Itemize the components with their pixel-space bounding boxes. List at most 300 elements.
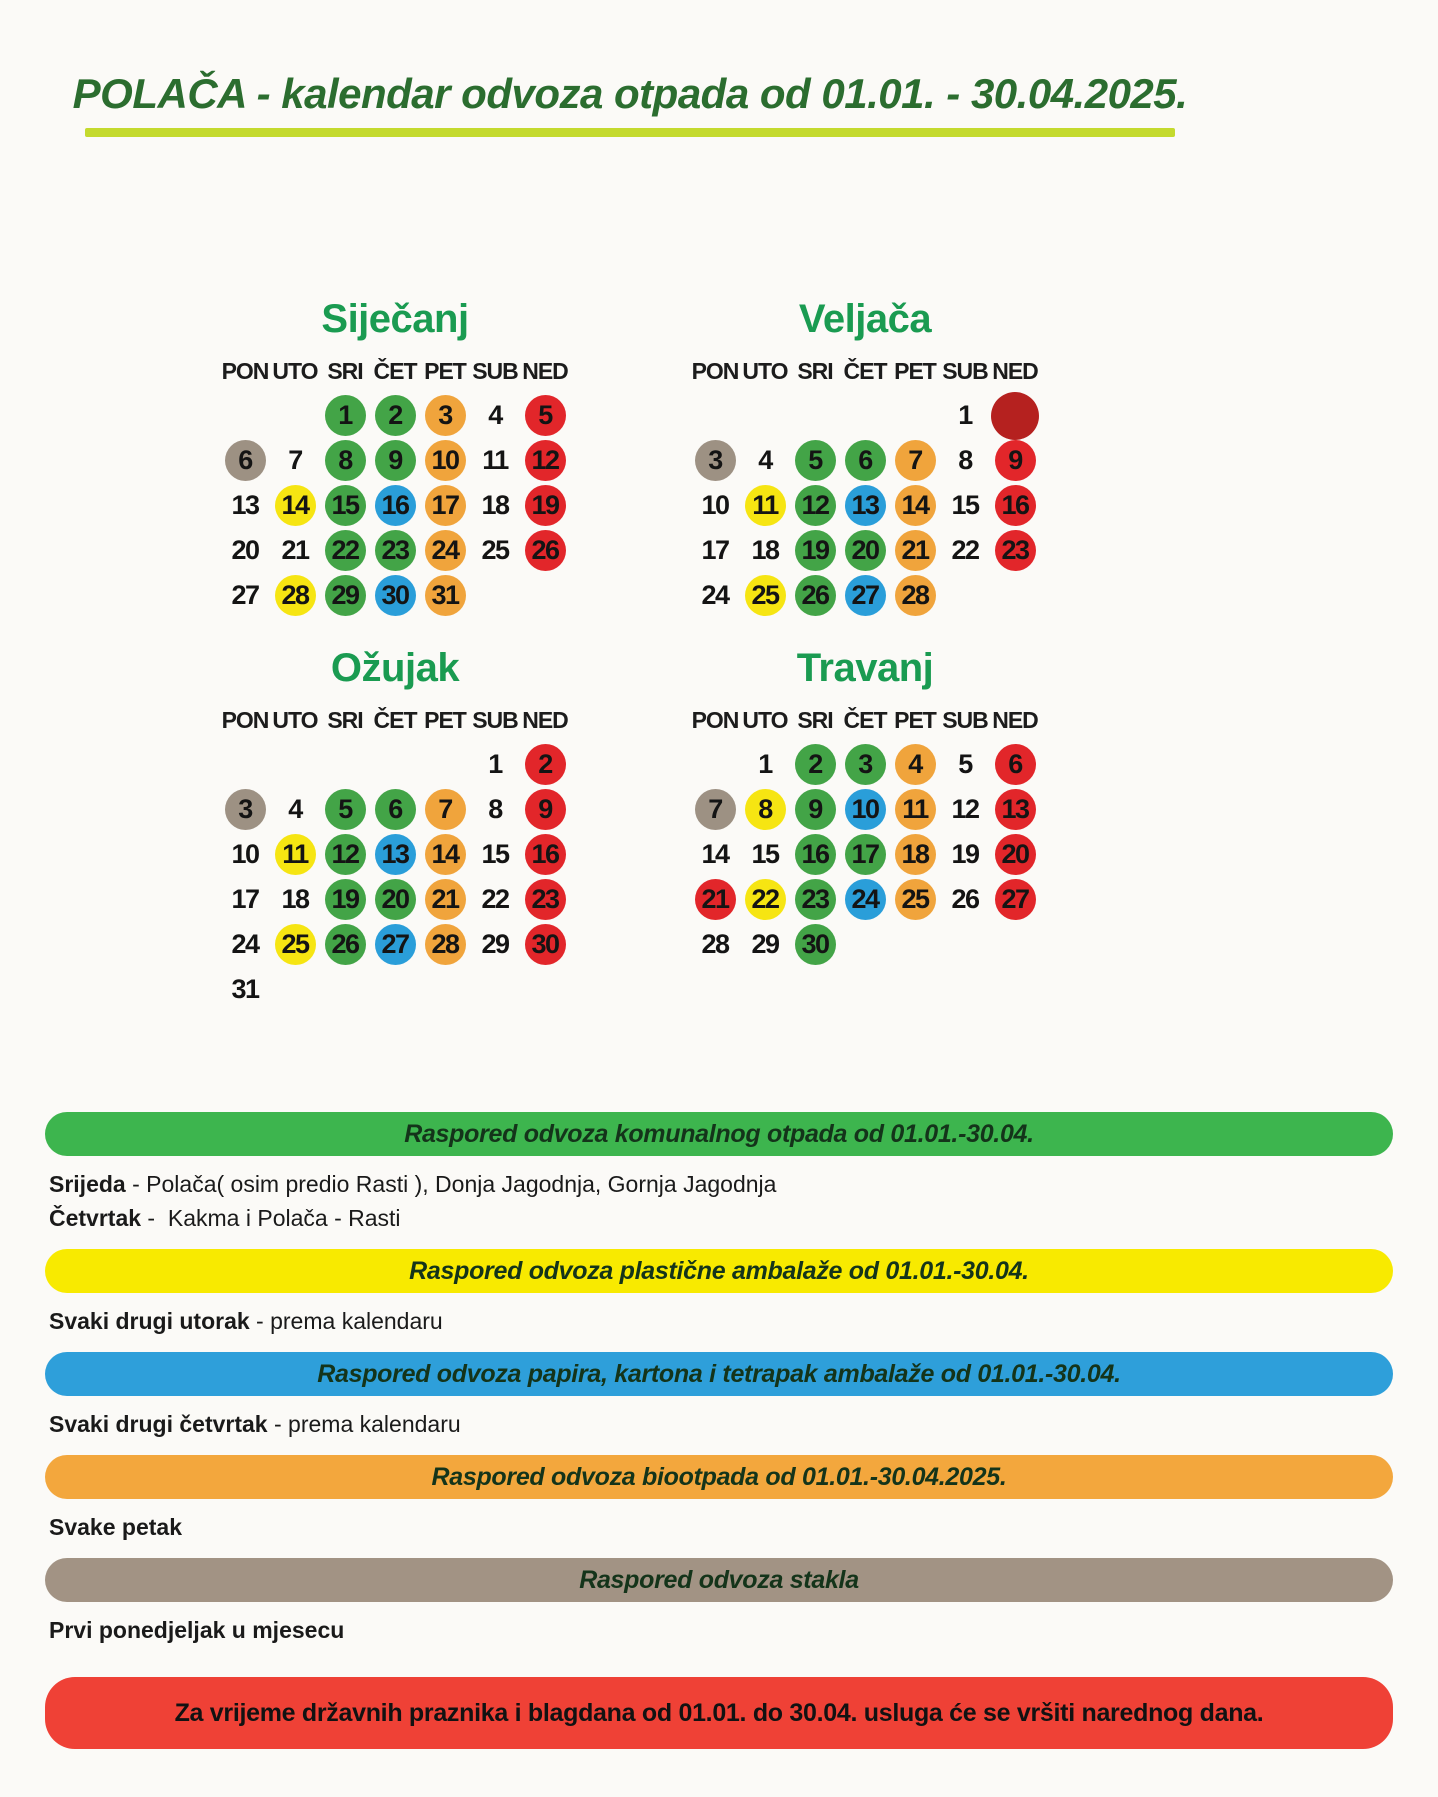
day-circle	[375, 440, 416, 481]
day-number: 28	[701, 929, 729, 959]
day-cell	[890, 787, 940, 832]
empty-cell	[220, 393, 270, 438]
day-number: 6	[388, 794, 402, 824]
day-number: 31	[231, 974, 259, 1004]
day-cell	[370, 483, 420, 528]
day-circle	[995, 744, 1036, 785]
day-circle	[845, 440, 886, 481]
day-cell	[790, 742, 840, 787]
day-number: 23	[381, 535, 409, 565]
day-circle	[325, 575, 366, 616]
day-circle	[795, 834, 836, 875]
day-cell	[690, 787, 740, 832]
month-title: Siječanj	[321, 297, 469, 341]
day-number: 15	[951, 490, 979, 520]
weekday-label: PON	[691, 707, 739, 733]
empty-cell	[270, 393, 320, 438]
day-number: 2	[388, 400, 402, 430]
legend-section	[45, 1112, 1393, 1661]
day-number: 9	[808, 794, 822, 824]
day-number: 29	[481, 929, 509, 959]
day-cell	[990, 483, 1040, 528]
day-circle	[795, 575, 836, 616]
month-title: Travanj	[796, 646, 934, 690]
weekday-label: SRI	[327, 358, 363, 384]
day-cell	[790, 438, 840, 483]
day-number: 18	[481, 490, 509, 520]
weekday-label: PON	[691, 358, 739, 384]
day-circle	[525, 879, 566, 920]
day-circle	[275, 575, 316, 616]
day-number: 20	[381, 884, 409, 914]
page-title: POLAČA - kalendar odvoza otpada od 01.01. - 30.04.2025.	[72, 70, 1188, 117]
day-circle	[845, 485, 886, 526]
day-circle	[795, 789, 836, 830]
day-cell	[840, 832, 890, 877]
day-cell	[320, 877, 370, 922]
day-circle	[225, 440, 266, 481]
day-circle	[375, 530, 416, 571]
day-cell	[320, 528, 370, 573]
day-circle	[895, 879, 936, 920]
day-number: 23	[801, 884, 829, 914]
day-number: 5	[538, 400, 552, 430]
day-cell	[690, 877, 740, 922]
day-number: 13	[851, 490, 879, 520]
day-number: 18	[751, 535, 779, 565]
day-number: 14	[701, 839, 729, 869]
weekday-row	[680, 358, 1050, 385]
day-cell	[690, 528, 740, 573]
day-number: 17	[431, 490, 459, 520]
day-number: 1	[958, 400, 972, 430]
day-number: 10	[851, 794, 879, 824]
weekday-label: PON	[221, 358, 269, 384]
day-circle	[845, 834, 886, 875]
day-cell	[470, 483, 520, 528]
days-grid	[680, 742, 1050, 967]
day-cell	[940, 787, 990, 832]
day-circle	[325, 530, 366, 571]
empty-cell	[420, 742, 470, 787]
day-cell	[270, 832, 320, 877]
day-circle	[275, 924, 316, 965]
day-cell	[990, 393, 1040, 438]
day-cell	[470, 832, 520, 877]
day-cell	[320, 573, 370, 618]
legend-lines	[45, 1396, 1393, 1455]
day-number: 5	[338, 794, 352, 824]
day-circle	[895, 575, 936, 616]
day-number: 26	[801, 580, 829, 610]
day-cell	[840, 438, 890, 483]
day-cell	[270, 438, 320, 483]
day-number: 11	[482, 445, 508, 475]
empty-cell	[690, 393, 740, 438]
day-number: 17	[851, 839, 879, 869]
day-circle	[895, 744, 936, 785]
day-circle	[795, 440, 836, 481]
day-number: 15	[481, 839, 509, 869]
day-cell	[520, 787, 570, 832]
day-number: 4	[288, 794, 302, 824]
day-circle	[795, 744, 836, 785]
day-number: 3	[858, 749, 872, 779]
empty-cell	[220, 742, 270, 787]
day-circle	[695, 440, 736, 481]
day-number: 14	[431, 839, 459, 869]
day-number: 13	[231, 490, 259, 520]
day-number: 2	[538, 749, 552, 779]
day-number: 22	[331, 535, 359, 565]
legend-line-term: Svaki drugi četvrtak	[49, 1411, 268, 1438]
day-circle	[325, 879, 366, 920]
day-number: 9	[388, 445, 402, 475]
legend-lines	[45, 1293, 1393, 1352]
day-cell	[420, 877, 470, 922]
legend-line-desc: - prema kalendaru	[267, 1411, 461, 1438]
day-number: 15	[751, 839, 779, 869]
day-number: 4	[908, 749, 922, 779]
day-circle	[745, 789, 786, 830]
day-circle	[995, 530, 1036, 571]
day-number: 24	[431, 535, 459, 565]
weekday-label: SUB	[942, 707, 988, 733]
weekday-row	[210, 707, 580, 734]
day-cell	[320, 438, 370, 483]
day-cell	[420, 922, 470, 967]
month-calendar	[680, 297, 1050, 618]
day-cell	[790, 787, 840, 832]
day-cell	[890, 742, 940, 787]
day-circle	[895, 485, 936, 526]
day-circle	[375, 879, 416, 920]
day-cell	[370, 438, 420, 483]
empty-cell	[790, 393, 840, 438]
weekday-label: PON	[221, 707, 269, 733]
day-circle	[325, 924, 366, 965]
day-cell	[940, 742, 990, 787]
day-cell	[940, 877, 990, 922]
day-circle	[425, 924, 466, 965]
day-number: 23	[531, 884, 559, 914]
title-underline	[85, 128, 1175, 137]
day-number: 20	[851, 535, 879, 565]
day-circle	[325, 834, 366, 875]
weekday-label: SRI	[797, 358, 833, 384]
legend-bar	[45, 1112, 1393, 1156]
day-cell	[370, 393, 420, 438]
day-number: 8	[958, 445, 972, 475]
day-cell	[940, 438, 990, 483]
day-cell	[220, 438, 270, 483]
day-cell	[320, 832, 370, 877]
day-number: 3	[438, 400, 452, 430]
day-circle	[375, 924, 416, 965]
legend-line	[49, 1615, 1389, 1646]
day-number: 30	[381, 580, 409, 610]
day-cell	[690, 922, 740, 967]
day-circle	[845, 789, 886, 830]
day-circle	[745, 575, 786, 616]
day-number: 20	[1001, 839, 1029, 869]
day-circle	[325, 789, 366, 830]
day-number: 25	[751, 580, 779, 610]
day-cell	[470, 922, 520, 967]
day-number: 19	[331, 884, 359, 914]
day-cell	[220, 877, 270, 922]
day-cell	[520, 922, 570, 967]
day-cell	[320, 787, 370, 832]
day-cell	[270, 787, 320, 832]
day-number: 25	[901, 884, 929, 914]
day-cell	[690, 438, 740, 483]
legend-bar	[45, 1352, 1393, 1396]
legend-line	[49, 1306, 1389, 1337]
weekday-label: ČET	[843, 707, 887, 733]
day-number: 26	[531, 535, 559, 565]
weekday-label: PET	[894, 358, 936, 384]
day-circle	[425, 485, 466, 526]
day-cell	[990, 438, 1040, 483]
day-circle	[745, 879, 786, 920]
holiday-notice-text: Za vrijeme državnih praznika i blagdana od 01.01. do 30.04. usluga će se vršiti narednog dana.	[174, 1698, 1264, 1727]
day-cell	[370, 832, 420, 877]
day-cell	[220, 483, 270, 528]
day-number: 18	[281, 884, 309, 914]
day-circle	[325, 440, 366, 481]
legend-bar-title: Raspored odvoza papira, kartona i tetrapak ambalaže od 01.01.-30.04.	[317, 1359, 1121, 1388]
day-number: 26	[951, 884, 979, 914]
day-number: 10	[431, 445, 459, 475]
day-cell	[220, 528, 270, 573]
day-cell	[370, 877, 420, 922]
legend-item	[45, 1558, 1393, 1661]
day-number: 1	[758, 749, 772, 779]
day-number: 26	[331, 929, 359, 959]
legend-bar-title: Raspored odvoza plastične ambalaže od 01.01.-30.04.	[409, 1256, 1029, 1285]
day-number: 22	[951, 535, 979, 565]
day-cell	[890, 528, 940, 573]
day-cell	[270, 922, 320, 967]
day-circle	[425, 789, 466, 830]
day-cell	[990, 528, 1040, 573]
day-number: 12	[531, 445, 559, 475]
day-circle	[895, 530, 936, 571]
month-title: Ožujak	[330, 646, 460, 690]
day-cell	[690, 483, 740, 528]
day-number: 7	[908, 445, 922, 475]
day-cell	[690, 832, 740, 877]
day-number: 12	[801, 490, 829, 520]
day-circle	[525, 789, 566, 830]
months-row-bottom	[45, 646, 1215, 1012]
day-cell	[940, 528, 990, 573]
legend-bar	[45, 1455, 1393, 1499]
legend-bar-title: Raspored odvoza komunalnog otpada od 01.01.-30.04.	[404, 1119, 1034, 1148]
day-number: 14	[281, 490, 309, 520]
day-number: 11	[282, 839, 308, 869]
day-number: 27	[381, 929, 409, 959]
day-cell	[420, 528, 470, 573]
day-cell	[790, 573, 840, 618]
weekday-label: NED	[522, 707, 568, 733]
day-cell	[520, 742, 570, 787]
day-circle	[845, 575, 886, 616]
day-cell	[840, 573, 890, 618]
day-circle	[425, 530, 466, 571]
content-area	[45, 0, 1215, 1012]
day-number: 8	[338, 445, 352, 475]
legend-lines	[45, 1602, 1393, 1661]
day-number: 27	[1001, 884, 1029, 914]
day-cell	[470, 438, 520, 483]
weekday-label: SUB	[942, 358, 988, 384]
day-number: 16	[1001, 490, 1029, 520]
day-circle	[795, 924, 836, 965]
day-number: 23	[1001, 535, 1029, 565]
day-number: 11	[752, 490, 778, 520]
weekday-label: UTO	[742, 707, 788, 733]
day-cell	[940, 483, 990, 528]
weekday-row	[680, 707, 1050, 734]
day-cell	[220, 967, 270, 1012]
day-cell	[990, 832, 1040, 877]
day-cell	[840, 483, 890, 528]
day-circle	[795, 530, 836, 571]
day-cell	[840, 877, 890, 922]
day-number: 7	[438, 794, 452, 824]
day-cell	[420, 393, 470, 438]
day-number: 8	[758, 794, 772, 824]
day-cell	[470, 787, 520, 832]
day-circle	[745, 485, 786, 526]
legend-item	[45, 1352, 1393, 1455]
day-number: 3	[238, 794, 252, 824]
day-cell	[470, 393, 520, 438]
legend-line	[49, 1169, 1389, 1200]
day-circle	[375, 575, 416, 616]
day-circle	[375, 834, 416, 875]
day-number: 9	[538, 794, 552, 824]
day-number: 20	[231, 535, 259, 565]
day-cell	[270, 483, 320, 528]
day-number: 22	[481, 884, 509, 914]
day-number: 24	[231, 929, 259, 959]
day-number: 16	[381, 490, 409, 520]
day-cell	[220, 922, 270, 967]
day-cell	[270, 528, 320, 573]
day-number: 21	[701, 884, 729, 914]
day-circle	[375, 485, 416, 526]
empty-cell	[320, 742, 370, 787]
day-number: 27	[231, 580, 259, 610]
day-cell	[740, 528, 790, 573]
weekday-label: ČET	[373, 358, 417, 384]
day-number: 6	[1008, 749, 1022, 779]
day-cell	[420, 832, 470, 877]
day-cell	[690, 573, 740, 618]
day-circle	[695, 789, 736, 830]
day-circle	[325, 395, 366, 436]
day-cell	[940, 832, 990, 877]
weekday-label: ČET	[843, 358, 887, 384]
day-number: 17	[231, 884, 259, 914]
weekday-label: SRI	[327, 707, 363, 733]
day-cell	[740, 438, 790, 483]
day-number: 16	[531, 839, 559, 869]
day-number: 7	[288, 445, 302, 475]
legend-item	[45, 1112, 1393, 1249]
day-cell	[320, 393, 370, 438]
day-cell	[990, 787, 1040, 832]
day-number: 31	[431, 580, 459, 610]
day-cell	[470, 877, 520, 922]
day-cell	[420, 573, 470, 618]
legend-bar	[45, 1558, 1393, 1602]
weekday-label: PET	[424, 707, 466, 733]
day-number: 29	[331, 580, 359, 610]
day-number: 21	[901, 535, 929, 565]
day-number: 25	[481, 535, 509, 565]
day-number: 13	[1001, 794, 1029, 824]
empty-cell	[270, 742, 320, 787]
day-cell	[740, 483, 790, 528]
day-cell	[470, 742, 520, 787]
legend-line-term: Prvi ponedjeljak u mjesecu	[49, 1617, 345, 1644]
day-number: 19	[951, 839, 979, 869]
empty-cell	[840, 393, 890, 438]
day-circle	[425, 440, 466, 481]
day-number: 21	[281, 535, 309, 565]
day-cell	[520, 832, 570, 877]
day-cell	[320, 483, 370, 528]
day-number: 28	[281, 580, 309, 610]
day-number: 30	[801, 929, 829, 959]
day-number: 22	[751, 884, 779, 914]
day-number: 28	[431, 929, 459, 959]
weekday-label: NED	[992, 358, 1038, 384]
day-number: 5	[958, 749, 972, 779]
day-cell	[370, 922, 420, 967]
day-number: 3	[708, 445, 722, 475]
weekday-label: PET	[424, 358, 466, 384]
day-number: 8	[488, 794, 502, 824]
legend-line-term: Srijeda	[49, 1171, 126, 1197]
day-circle	[995, 485, 1036, 526]
day-circle	[425, 879, 466, 920]
day-number: 12	[951, 794, 979, 824]
day-number: 2	[808, 749, 822, 779]
legend-line-desc: - Polača( osim predio Rasti ), Donja Jagodnja, Gornja Jagodnja	[125, 1171, 777, 1197]
day-circle	[845, 530, 886, 571]
day-cell	[740, 573, 790, 618]
day-circle	[895, 440, 936, 481]
legend-line	[49, 1409, 1389, 1440]
day-circle	[845, 879, 886, 920]
day-circle	[525, 530, 566, 571]
day-cell	[220, 832, 270, 877]
day-cell	[790, 832, 840, 877]
weekday-label: SUB	[472, 707, 518, 733]
day-number: 25	[281, 929, 309, 959]
day-number: 21	[431, 884, 459, 914]
day-cell	[990, 877, 1040, 922]
day-cell	[420, 483, 470, 528]
day-number: 16	[801, 839, 829, 869]
day-cell	[890, 832, 940, 877]
day-circle	[991, 392, 1039, 440]
